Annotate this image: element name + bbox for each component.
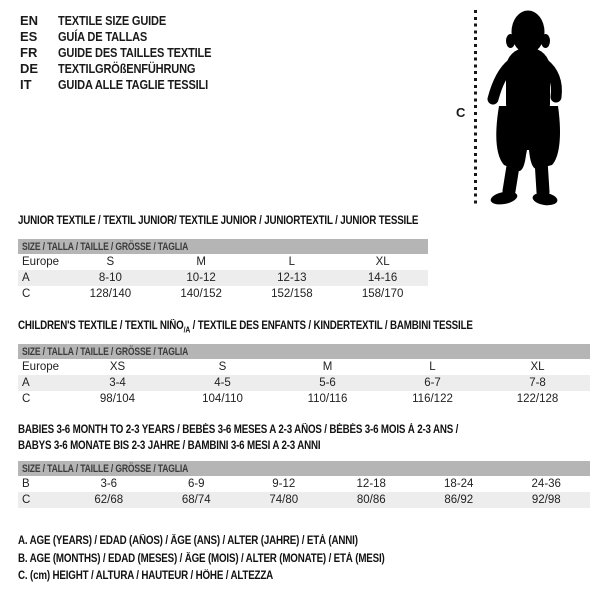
row-label: B — [22, 478, 30, 490]
height-dashed-line — [474, 10, 477, 207]
cell: 10-12 — [156, 270, 247, 286]
babies-title-line1: BABIES 3-6 MONTH TO 2-3 YEARS / BEBÉS 3-6 MESES A 2-3 AÑOS / BÉBÉS 3-6 MOIS À 2-3 ANS / — [18, 424, 459, 436]
lang-code: FR — [20, 45, 38, 60]
cell: 18-24 — [444, 478, 474, 490]
cell: XL — [375, 256, 390, 268]
children-section-title — [18, 320, 553, 334]
size-header-cell: SIZE / TALLA / TAILLE / GRÖSSE / TAGLIA — [18, 344, 590, 359]
table-row — [18, 391, 590, 407]
row-label: Europe — [22, 361, 60, 373]
cell: 68/74 — [153, 492, 241, 508]
cell: 158/170 — [361, 288, 404, 300]
cell: 62/68 — [65, 492, 153, 508]
cell: 110/116 — [307, 393, 348, 405]
table-row — [18, 270, 428, 286]
cell: 116/122 — [412, 393, 453, 405]
lang-row-it — [20, 77, 238, 93]
lang-row-de — [20, 61, 238, 77]
cell: 6-9 — [187, 478, 205, 490]
cell: 104/110 — [202, 393, 243, 405]
lang-code: EN — [20, 13, 39, 28]
row-label: C — [22, 288, 31, 300]
lang-label: GUÍA DE TALLAS — [58, 29, 148, 44]
table-row — [18, 492, 590, 508]
cell: 12-18 — [356, 478, 386, 490]
size-header-cell: SIZE / TALLA / TAILLE / GRÖSSE / TAGLIA — [18, 461, 590, 476]
table-row — [18, 286, 428, 302]
footnote-c: C. (cm) HEIGHT / ALTURA / HAUTEUR / HÖHE / ALTEZZA — [18, 570, 274, 582]
table-header-bar — [18, 461, 590, 476]
cell: 24-36 — [531, 478, 561, 490]
baby-silhouette-icon — [481, 8, 573, 208]
cell: 152/158 — [271, 288, 313, 300]
children-title-text: CHILDREN'S TEXTILE / TEXTIL $NIÑO_{/A}$ / TEXTILE DES ENFANTS / KINDERTEXTIL / BAMBINI TESSILE — [18, 320, 473, 335]
lang-row-es — [20, 29, 238, 45]
table-row — [18, 359, 590, 375]
cell: XL — [530, 361, 545, 373]
cell: M — [196, 256, 206, 268]
cell: 6-7 — [380, 375, 485, 391]
cell: 86/92 — [415, 492, 503, 508]
row-label: A — [18, 375, 65, 391]
footnote-b: B. AGE (MONTHS) / EDAD (MESES) / ÂGE (MOIS) / ALTER (MONATE) / ETÀ (MESI) — [18, 552, 385, 565]
table-row — [18, 375, 590, 391]
lang-label: GUIDE DES TAILLES TEXTILE — [58, 45, 212, 60]
footnote-list — [18, 533, 449, 586]
table-row — [18, 254, 428, 270]
cell: 122/128 — [516, 393, 559, 405]
size-header-cell: SIZE / TALLA / TAILLE / GRÖSSE / TAGLIA — [18, 239, 428, 254]
cell: 14-16 — [337, 270, 428, 286]
lang-label: TEXTILGRÖßENFÜHRUNG — [58, 61, 196, 76]
cell: 74/80 — [240, 492, 328, 508]
babies-size-table — [18, 461, 590, 508]
lang-code: IT — [20, 77, 32, 92]
lang-label: GUIDA ALLE TAGLIE TESSILI — [58, 77, 209, 92]
cell: 9-12 — [272, 478, 296, 490]
row-label: C — [22, 393, 31, 405]
junior-section-title — [18, 215, 489, 227]
cell: 3-6 — [100, 478, 118, 490]
cell: 12-13 — [247, 270, 338, 286]
cell: 128/140 — [89, 288, 132, 300]
cell: L — [429, 361, 436, 373]
cell: XS — [109, 361, 126, 373]
cell: M — [322, 361, 333, 373]
cell: L — [288, 256, 296, 268]
cell: 3-4 — [65, 375, 170, 391]
row-label: Europe — [22, 256, 60, 268]
table-header-bar — [18, 344, 590, 359]
junior-title-text: JUNIOR TEXTILE / TEXTIL JUNIOR/ TEXTILE JUNIOR / JUNIORTEXTIL / JUNIOR TESSILE — [18, 215, 419, 227]
babies-section-title — [18, 422, 536, 454]
language-title-list — [20, 13, 238, 93]
row-label: C — [18, 492, 65, 508]
cell: S — [218, 361, 227, 373]
cell: 80/86 — [328, 492, 416, 508]
cell: 92/98 — [503, 492, 591, 508]
cell: 98/104 — [99, 393, 136, 405]
cell: 7-8 — [485, 375, 590, 391]
footnote-a: A. AGE (YEARS) / EDAD (AÑOS) / ÂGE (ANS) / ALTER (JAHRE) / ETÀ (ANNI) — [18, 535, 358, 547]
cell: S — [106, 256, 115, 268]
children-size-table — [18, 344, 590, 407]
babies-title-line2: BABYS 3-6 MONATE BIS 2-3 JAHRE / BAMBINI 3-6 MESI A 2-3 ANNI — [18, 440, 321, 452]
cell: 140/152 — [180, 288, 222, 300]
cell: 4-5 — [170, 375, 275, 391]
height-marker-label: C — [456, 105, 466, 120]
lang-label: TEXTILE SIZE GUIDE — [58, 13, 167, 28]
lang-code: DE — [20, 61, 39, 76]
lang-row-fr — [20, 45, 238, 61]
cell: 8-10 — [65, 270, 156, 286]
lang-row-en — [20, 13, 238, 29]
row-label: A — [18, 270, 65, 286]
lang-code: ES — [20, 29, 38, 44]
cell: 5-6 — [275, 375, 380, 391]
table-row — [18, 476, 590, 492]
table-header-bar — [18, 239, 428, 254]
junior-size-table — [18, 239, 428, 302]
